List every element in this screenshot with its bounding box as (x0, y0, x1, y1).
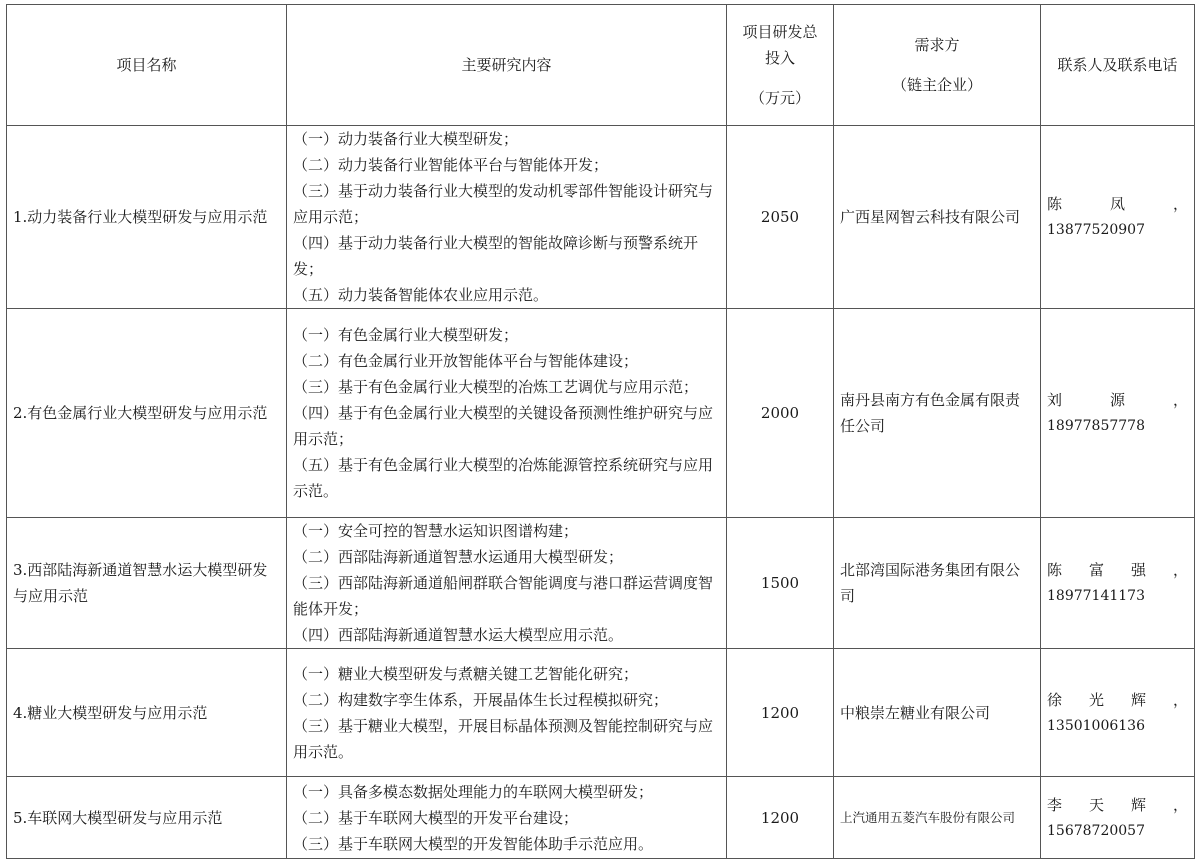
header-invest: 项目研发总 投入 （万元） (727, 5, 834, 126)
contact-name: 李 天 辉 ， (1047, 795, 1188, 814)
research-content (287, 518, 727, 649)
demand-company: 北部湾国际港务集团有限公司 (834, 518, 1041, 649)
content-item: （三）基于糖业大模型，开展目标晶体预测及智能控制研究与应用示范。 (293, 716, 714, 761)
content-item: （二）基于车联网大模型的开发平台建设； (293, 808, 579, 827)
table-row (7, 649, 1195, 777)
research-content (287, 777, 727, 859)
header-demand: 需求方 （链主企业） (834, 5, 1041, 126)
demand-company: 广西星网智云科技有限公司 (834, 126, 1041, 309)
contact-name: 徐 光 辉 ， (1047, 690, 1188, 709)
contact-name: 陈 凤 ， (1047, 195, 1188, 213)
header-name: 项目名称 (7, 5, 287, 126)
research-content (287, 649, 727, 777)
investment-value: 1200 (727, 777, 834, 859)
demand-company: 上汽通用五菱汽车股份有限公司 (834, 777, 1041, 859)
investment-value: 1500 (727, 518, 834, 649)
contact-name: 陈 富 强 ， (1047, 561, 1188, 579)
contact-phone: 18977857778 (1047, 418, 1145, 434)
content-item: （一）糖业大模型研发与煮糖关键工艺智能化研究； (293, 664, 639, 683)
content-item: （一）动力装备行业大模型研发； (293, 130, 519, 148)
research-content (287, 126, 727, 309)
investment-value: 2000 (727, 309, 834, 518)
content-item: （二）有色金属行业开放智能体平台与智能体建设； (293, 352, 639, 370)
contact-phone: 18977141173 (1047, 588, 1145, 604)
header-contact: 联系人及联系电话 (1041, 5, 1195, 126)
contact-name: 刘 源 ， (1047, 391, 1188, 409)
content-item: （三）基于动力装备行业大模型的发动机零部件智能设计研究与应用示范； (293, 182, 714, 226)
content-item: （五）动力装备智能体农业应用示范。 (293, 286, 549, 304)
content-item: （四）基于有色金属行业大模型的关键设备预测性维护研究与应用示范； (293, 404, 714, 448)
header-row (7, 5, 1195, 126)
project-name: 5.车联网大模型研发与应用示范 (7, 777, 287, 859)
content-item: （四）基于动力装备行业大模型的智能故障诊断与预警系统开发； (293, 234, 699, 278)
content-item: （四）西部陆海新通道智慧水运大模型应用示范。 (293, 626, 624, 644)
contact-info (1041, 649, 1195, 777)
project-table (6, 4, 1195, 859)
header-content: 主要研究内容 (287, 5, 727, 126)
table-row (7, 518, 1195, 649)
investment-value: 1200 (727, 649, 834, 777)
contact-phone: 13501006136 (1047, 717, 1145, 734)
content-item: （三）基于有色金属行业大模型的冶炼工艺调优与应用示范； (293, 378, 699, 396)
content-item: （一）有色金属行业大模型研发； (293, 326, 519, 344)
content-item: （三）基于车联网大模型的开发智能体助手示范应用。 (293, 834, 654, 853)
project-name: 3.西部陆海新通道智慧水运大模型研发与应用示范 (7, 518, 287, 649)
contact-info (1041, 518, 1195, 649)
contact-phone: 13877520907 (1047, 222, 1145, 238)
content-item: （五）基于有色金属行业大模型的冶炼能源管控系统研究与应用示范。 (293, 456, 714, 500)
contact-phone: 15678720057 (1047, 822, 1145, 839)
project-name: 4.糖业大模型研发与应用示范 (7, 649, 287, 777)
contact-info (1041, 126, 1195, 309)
table-row (7, 309, 1195, 518)
content-item: （二）构建数字孪生体系，开展晶体生长过程模拟研究； (293, 690, 669, 709)
content-item: （一）安全可控的智慧水运知识图谱构建； (293, 522, 579, 540)
investment-value: 2050 (727, 126, 834, 309)
demand-company: 中粮崇左糖业有限公司 (834, 649, 1041, 777)
content-item: （二）西部陆海新通道智慧水运通用大模型研发； (293, 548, 624, 566)
project-name: 1.动力装备行业大模型研发与应用示范 (7, 126, 287, 309)
table-row (7, 126, 1195, 309)
demand-company: 南丹县南方有色金属有限责任公司 (834, 309, 1041, 518)
content-item: （二）动力装备行业智能体平台与智能体开发； (293, 156, 609, 174)
contact-info (1041, 777, 1195, 859)
contact-info (1041, 309, 1195, 518)
research-content (287, 309, 727, 518)
table-row (7, 777, 1195, 859)
content-item: （一）具备多模态数据处理能力的车联网大模型研发； (293, 782, 654, 801)
project-name: 2.有色金属行业大模型研发与应用示范 (7, 309, 287, 518)
content-item: （三）西部陆海新通道船闸群联合智能调度与港口群运营调度智能体开发； (293, 574, 714, 618)
